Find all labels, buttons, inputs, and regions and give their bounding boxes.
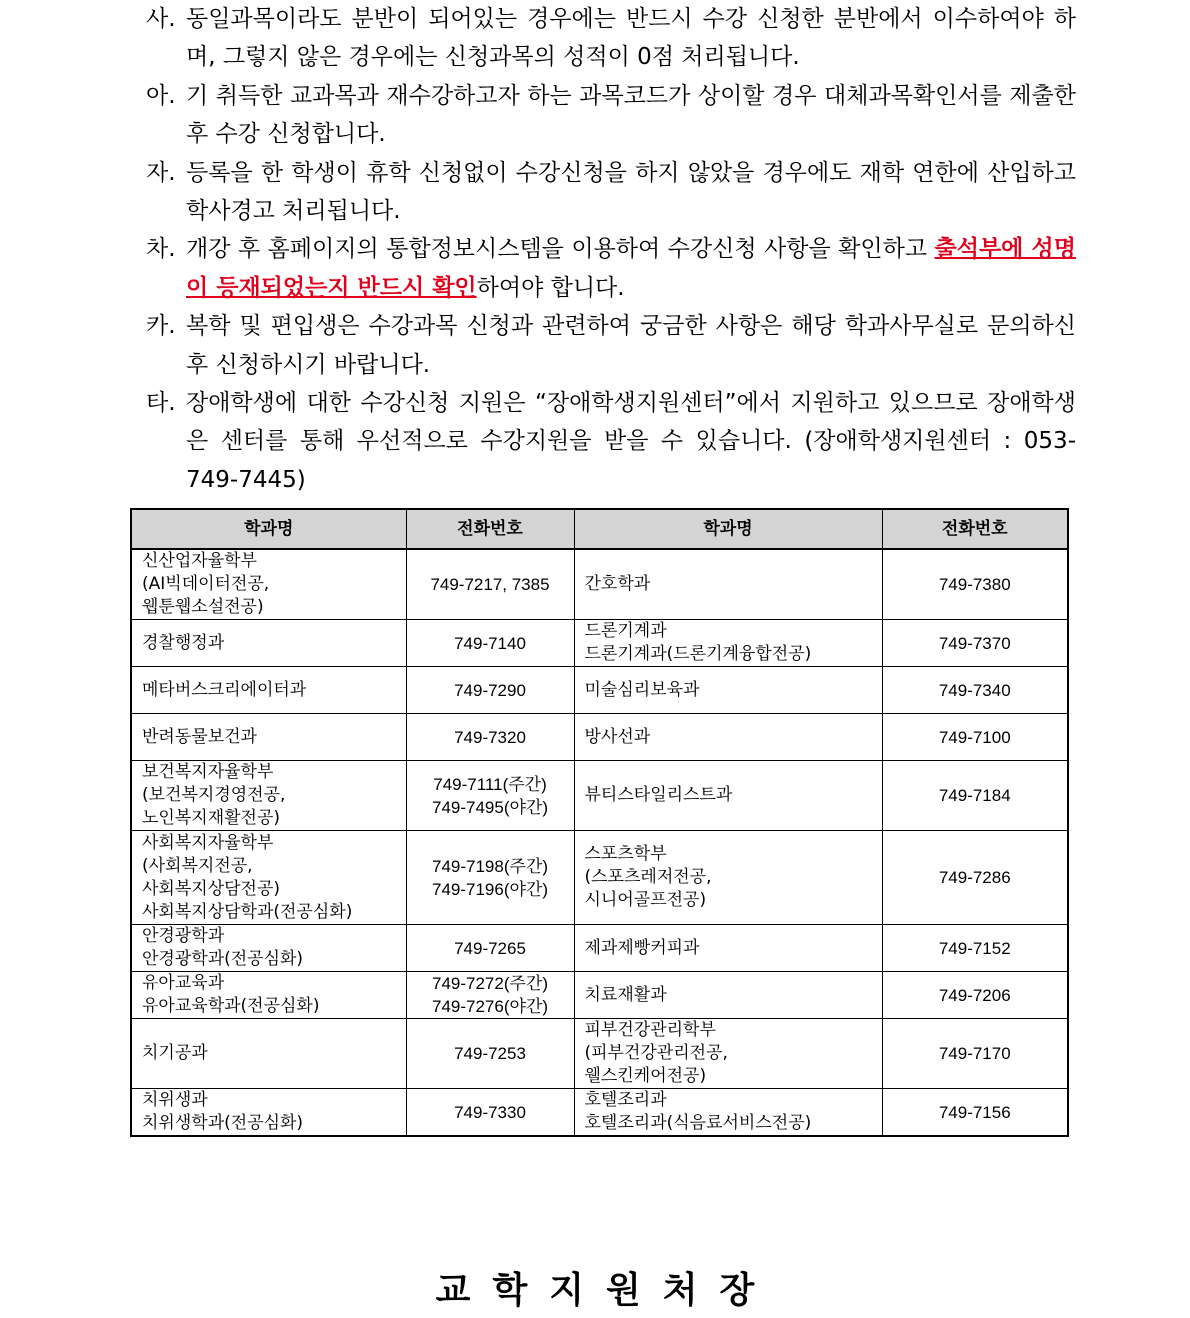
right-phone — [882, 1019, 1068, 1089]
right-dept-name — [574, 925, 882, 972]
note-item — [146, 230, 1076, 307]
dept-name-line: (사회복지전공, — [142, 855, 253, 876]
dept-name-line: 미술심리보육과 — [584, 679, 700, 700]
department-contact-table — [130, 508, 1069, 1137]
right-phone — [882, 831, 1068, 925]
phone-line: 749-7198(주간) — [431, 856, 548, 876]
dept-name-line: 호텔조리과 — [584, 1090, 667, 1110]
dept-name-line: 유아교육학과(전공심화) — [142, 996, 320, 1016]
table-row — [131, 972, 1068, 1019]
left-dept-name — [131, 831, 406, 925]
dept-name-line: 치위생과 — [142, 1090, 208, 1110]
phone-line: 749-7276(야간) — [431, 997, 548, 1016]
table-body — [131, 549, 1068, 1136]
left-dept-name — [131, 667, 406, 714]
right-phone — [882, 1089, 1068, 1137]
table-row — [131, 667, 1068, 714]
dept-name-line: 사회복지상담전공) — [142, 878, 281, 899]
table-row — [131, 620, 1068, 667]
dept-name-line: 드론기계과(드론기계융합전공) — [584, 644, 812, 664]
note-item — [146, 384, 1076, 499]
right-phone — [882, 667, 1068, 714]
phone-line: 749-7370 — [938, 633, 1011, 653]
notes-list — [146, 0, 1076, 499]
left-phone — [406, 831, 574, 925]
note-item — [146, 77, 1076, 154]
header-dept-name: 학과명 — [131, 509, 406, 549]
left-dept-name — [131, 1019, 406, 1089]
table-row — [131, 714, 1068, 761]
table-row — [131, 831, 1068, 925]
note-item — [146, 0, 1076, 77]
phone-line: 749-7340 — [938, 680, 1011, 700]
right-dept-name — [574, 620, 882, 667]
table-row — [131, 925, 1068, 972]
dept-name-line: 신산업자율학부 — [142, 551, 257, 571]
left-dept-name — [131, 620, 406, 667]
right-dept-name — [574, 761, 882, 831]
right-phone — [882, 972, 1068, 1019]
dept-name-line: 스포츠학부 — [584, 844, 667, 864]
dept-name-line: 반려동물보건과 — [142, 726, 257, 747]
left-dept-name — [131, 714, 406, 761]
phone-line: 749-7170 — [938, 1044, 1011, 1063]
phone-line: 749-7330 — [454, 1102, 526, 1122]
dept-name-line: 유아교육과 — [142, 973, 225, 993]
left-dept-name — [131, 972, 406, 1019]
note-marker: 사. — [146, 6, 176, 32]
left-phone — [406, 620, 574, 667]
note-text — [186, 230, 1076, 307]
dept-name-line: 웰스킨케어전공) — [584, 1066, 707, 1086]
phone-line: 749-7495(야간) — [431, 797, 548, 817]
dept-name-line: 경찰행정과 — [142, 632, 225, 653]
dept-name-line: 노인복지재활전공) — [142, 808, 281, 828]
left-phone — [406, 761, 574, 831]
left-phone — [406, 667, 574, 714]
dept-name-line: 사회복지자율학부 — [142, 832, 274, 853]
note-text: 동일과목이라도 분반이 되어있는 경우에는 반드시 수강 신청한 분반에서 이수하여야 하며, 그렇지 않은 경우에는 신청과목의 성적이 0점 처리됩니다. — [186, 6, 1076, 71]
dept-name-line: (피부건강관리전공, — [584, 1043, 728, 1063]
phone-line: 749-7253 — [454, 1044, 526, 1063]
right-dept-name — [574, 1089, 882, 1137]
left-phone — [406, 714, 574, 761]
phone-line: 749-7196(야간) — [431, 879, 548, 899]
phone-line: 749-7290 — [454, 680, 526, 700]
dept-name-line: 안경광학과(전공심화) — [142, 949, 304, 969]
table-header-row — [131, 509, 1068, 549]
table-row — [131, 1089, 1068, 1137]
note-marker: 자. — [146, 159, 176, 186]
table-row — [131, 1019, 1068, 1089]
dept-name-line: 간호학과 — [584, 574, 651, 594]
left-phone — [406, 1089, 574, 1137]
signature: 교학지원처장 — [435, 1270, 777, 1311]
left-phone — [406, 1019, 574, 1089]
phone-line: 749-7111(주간) — [433, 774, 547, 794]
right-phone — [882, 925, 1068, 972]
right-dept-name — [574, 714, 882, 761]
dept-name-line: 사회복지상담학과(전공심화) — [142, 901, 353, 922]
phone-line: 749-7217, 7385 — [430, 575, 550, 594]
dept-name-line: (보건복지경영전공, — [142, 785, 286, 805]
table-row — [131, 549, 1068, 620]
left-phone — [406, 972, 574, 1019]
note-item — [146, 307, 1076, 384]
dept-name-line: 메타버스크리에이터과 — [142, 679, 307, 700]
dept-name-line: 드론기계과 — [584, 621, 667, 641]
dept-name-line: 치기공과 — [142, 1043, 208, 1063]
right-dept-name — [574, 972, 882, 1019]
note-text-before: 개강 후 홈페이지의 통합정보시스템을 이용하여 수강신청 사항을 확인하고 — [186, 236, 935, 263]
header-phone: 전화번호 — [882, 509, 1068, 549]
note-item — [146, 154, 1076, 231]
table-row — [131, 761, 1068, 831]
right-dept-name — [574, 831, 882, 925]
left-phone — [406, 925, 574, 972]
phone-line: 749-7380 — [938, 575, 1011, 594]
phone-line: 749-7184 — [938, 786, 1011, 805]
right-dept-name — [574, 1019, 882, 1089]
note-text: 기 취득한 교과목과 재수강하고자 하는 과목코드가 상이할 경우 대체과목확인서를 제출한 후 수강 신청합니다. — [186, 82, 1076, 148]
phone-line: 749-7152 — [938, 938, 1011, 958]
note-text-after: 하여야 합니다. — [476, 274, 625, 301]
note-marker: 타. — [146, 390, 176, 417]
phone-line: 749-7206 — [938, 985, 1011, 1005]
dept-name-line: (AI빅데이터전공, — [142, 574, 270, 594]
note-marker: 카. — [146, 313, 176, 340]
dept-name-line: 보건복지자율학부 — [142, 762, 274, 782]
header-phone: 전화번호 — [406, 509, 574, 549]
dept-name-line: 치료재활과 — [584, 984, 667, 1005]
note-text: 복학 및 편입생은 수강과목 신청과 관련하여 궁금한 사항은 해당 학과사무실로 문의하신 후 신청하시기 바랍니다. — [186, 313, 1076, 378]
dept-name-line: 시니어골프전공) — [584, 890, 707, 910]
note-text: 장애학생에 대한 수강신청 지원은 “장애학생지원센터”에서 지원하고 있으므로 장애학생은 센터를 통해 우선적으로 수강지원을 받을 수 있습니다. (장애학생지원센터 : 053-749-7445) — [186, 390, 1076, 493]
right-dept-name — [574, 667, 882, 714]
right-phone — [882, 761, 1068, 831]
left-dept-name — [131, 1089, 406, 1137]
dept-name-line: 피부건강관리학부 — [584, 1020, 716, 1040]
phone-line: 749-7320 — [454, 727, 526, 747]
dept-name-line: 웹툰웹소설전공) — [142, 597, 264, 617]
header-dept-name: 학과명 — [574, 509, 882, 549]
highlight-warning: 출석부에 성명이 등재되었는지 반드시 확인 — [186, 236, 1076, 301]
note-marker: 차. — [146, 236, 176, 263]
right-dept-name — [574, 549, 882, 620]
right-phone — [882, 549, 1068, 620]
right-phone — [882, 714, 1068, 761]
phone-line: 749-7156 — [938, 1102, 1011, 1122]
dept-name-line: 호텔조리과(식음료서비스전공) — [584, 1113, 812, 1133]
dept-name-line: 안경광학과 — [142, 926, 225, 946]
phone-line: 749-7100 — [938, 727, 1011, 747]
left-dept-name — [131, 549, 406, 620]
right-phone — [882, 620, 1068, 667]
dept-name-line: 방사선과 — [584, 726, 651, 747]
dept-name-line: (스포츠레저전공, — [584, 867, 712, 887]
left-phone — [406, 549, 574, 620]
phone-line: 749-7272(주간) — [431, 974, 548, 993]
dept-name-line: 뷰티스타일리스트과 — [584, 785, 733, 805]
phone-line: 749-7140 — [454, 633, 526, 653]
note-marker: 아. — [146, 82, 176, 109]
phone-line: 749-7286 — [938, 868, 1011, 887]
dept-name-line: 치위생학과(전공심화) — [142, 1113, 304, 1133]
dept-name-line: 제과제빵커피과 — [584, 937, 700, 958]
left-dept-name — [131, 761, 406, 831]
left-dept-name — [131, 925, 406, 972]
note-text: 등록을 한 학생이 휴학 신청없이 수강신청을 하지 않았을 경우에도 재학 연한에 산입하고 학사경고 처리됩니다. — [186, 159, 1076, 225]
phone-line: 749-7265 — [454, 938, 526, 958]
